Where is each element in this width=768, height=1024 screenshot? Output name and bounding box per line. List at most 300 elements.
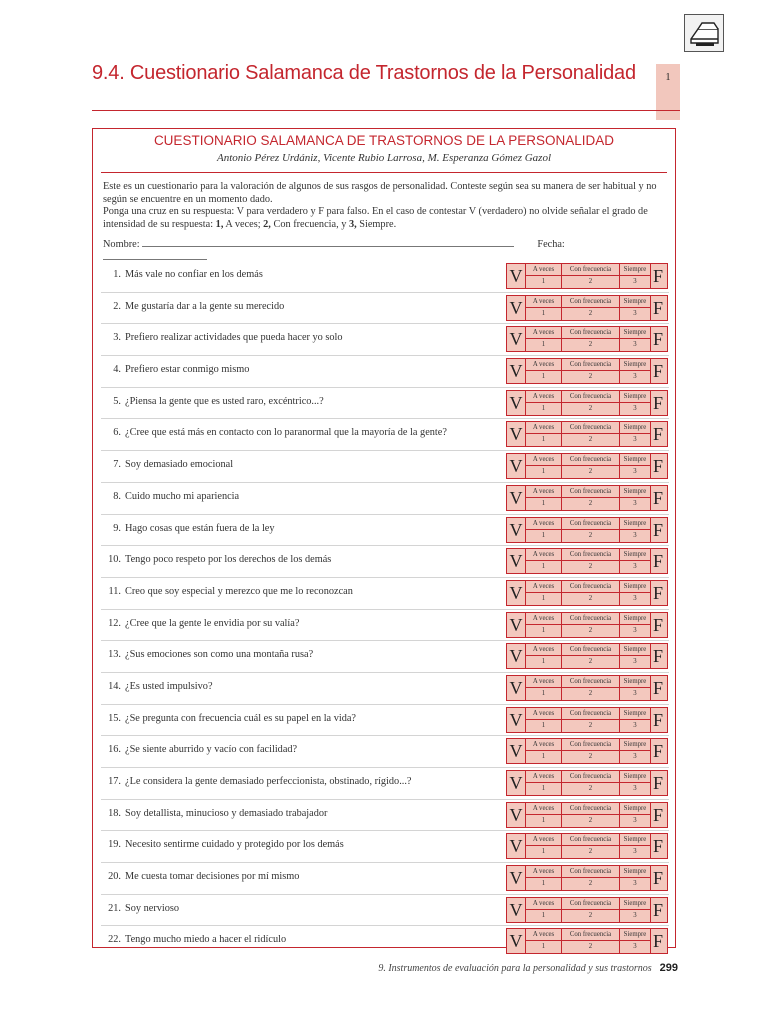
answer-box [506,802,668,828]
option-number: 3 [633,658,637,666]
answer-box [506,675,668,701]
question-label: Soy demasiado emocional [125,459,234,471]
true-option[interactable]: V [509,677,523,698]
option-number: 2 [588,436,593,444]
question-text [101,459,233,470]
question-number: 3. [113,332,121,344]
option-label: Con frecuencia [562,549,619,561]
option-siempre[interactable] [619,834,651,858]
question-number: 21. [108,902,121,914]
false-option[interactable]: F [652,519,663,540]
question-number: 10. [108,554,121,566]
true-option[interactable]: V [509,297,523,318]
option-con-frecuencia[interactable] [561,644,619,668]
true-option[interactable]: V [509,487,523,508]
question-label: Creo que soy especial y merezco que me lo reconozcan [125,585,353,597]
option-con-frecuencia[interactable] [561,454,619,478]
question-label: ¿Sus emociones son como una montaña rusa? [125,649,314,661]
option-siempre[interactable] [619,486,651,510]
option-a-veces[interactable] [525,486,561,510]
option-number: 1 [541,404,546,412]
option-label: Siempre [620,518,650,530]
scale-2: 2, [263,218,271,230]
option-con-frecuencia[interactable] [561,834,619,858]
question-row [101,641,669,673]
option-number: 2 [588,911,593,919]
option-label: Siempre [620,486,650,498]
option-number: 3 [633,563,637,571]
option-con-frecuencia[interactable] [561,518,619,542]
option-number: 1 [541,468,546,476]
question-label: Soy detallista, minucioso y demasiado trabajador [125,807,328,819]
option-label: A veces [526,581,561,593]
option-con-frecuencia[interactable] [561,422,619,446]
scale-1: 1, [215,218,224,230]
answer-box [506,421,668,447]
page-tab: 1 [656,64,680,120]
option-label: A veces [526,486,561,498]
question-text [101,269,263,280]
option-a-veces[interactable] [525,803,561,827]
question-row [101,800,669,832]
option-con-frecuencia[interactable] [561,929,619,953]
option-label: A veces [526,549,561,561]
option-number: 2 [588,563,593,571]
true-option[interactable]: V [509,899,523,920]
option-a-veces[interactable] [525,391,561,415]
option-con-frecuencia[interactable] [561,581,619,605]
false-option[interactable]: F [652,773,663,793]
option-a-veces[interactable] [525,296,561,320]
option-con-frecuencia[interactable] [561,708,619,732]
question-text [101,332,343,343]
option-label: A veces [526,613,561,625]
option-number: 3 [633,911,637,919]
question-label: Hago cosas que están fuera de la ley [125,522,275,534]
true-option[interactable]: V [509,551,523,572]
question-label: Me gustaría dar a la gente su merecido [125,300,285,312]
question-label: ¿Es usted impulsivo? [125,680,213,692]
question-label: Cuido mucho mi apariencia [125,490,240,502]
option-label: Con frecuencia [562,708,619,720]
option-siempre[interactable] [619,391,651,415]
answer-box [506,517,668,543]
option-con-frecuencia[interactable] [561,771,619,795]
option-label: Con frecuencia [562,866,619,878]
option-label: A veces [526,422,561,434]
option-siempre[interactable] [619,898,651,922]
question-number: 14. [108,680,121,692]
option-number: 2 [588,278,593,285]
option-number: 2 [588,626,593,634]
option-label: Con frecuencia [562,327,619,339]
question-row [101,483,669,515]
false-option[interactable]: F [652,297,663,318]
question-number: 16. [108,744,121,756]
option-label: A veces [526,644,561,656]
question-label: Más vale no confiar en los demás [125,269,263,280]
option-number: 1 [541,848,546,856]
false-option[interactable]: F [652,931,663,952]
option-number: 3 [633,880,637,888]
question-row [101,768,669,800]
option-con-frecuencia[interactable] [561,391,619,415]
false-option[interactable]: F [652,266,663,286]
option-label: A veces [526,866,561,878]
option-label: Siempre [620,739,650,751]
question-text [101,301,284,312]
option-label: Siempre [620,296,650,308]
instructions-line-2: Ponga una cruz en su respuesta: V para verdadero y F para falso. En el caso de contestar V (verdadero) no olvide señalar el grado de intensidad de su respuesta: [103,206,648,230]
question-row [101,736,669,768]
option-number: 3 [633,785,637,792]
option-siempre[interactable] [619,581,651,605]
option-a-veces[interactable] [525,834,561,858]
option-number: 3 [633,816,637,824]
option-label: A veces [526,898,561,910]
answer-box [506,865,668,891]
question-number: 11. [108,585,121,597]
answer-box [506,548,668,574]
option-siempre[interactable] [619,549,651,573]
option-label: A veces [526,391,561,403]
false-option[interactable]: F [652,392,663,413]
question-number: 8. [113,490,121,502]
option-label: A veces [526,518,561,530]
questionnaire-title: CUESTIONARIO SALAMANCA DE TRASTORNOS DE LA PERSONALIDAD [153,133,615,148]
option-number: 1 [541,658,546,666]
true-option[interactable]: V [509,836,523,857]
option-label: Con frecuencia [562,454,619,466]
option-label: Siempre [620,581,650,593]
option-a-veces[interactable] [525,676,561,700]
option-a-veces[interactable] [525,264,561,288]
option-number: 2 [588,880,593,888]
option-number: 3 [633,689,637,697]
option-label: Con frecuencia [562,264,619,276]
option-number: 3 [633,468,637,476]
answer-box [506,707,668,733]
question-text [101,491,239,502]
question-text [101,586,353,597]
footer-chapter: 9. Instrumentos de evaluación para la personalidad y sus trastornos [378,963,652,974]
option-a-veces[interactable] [525,549,561,573]
false-option[interactable]: F [652,868,663,889]
question-text [101,364,249,375]
print-button[interactable] [684,14,724,52]
option-label: Con frecuencia [562,834,619,846]
option-a-veces[interactable] [525,359,561,383]
option-number: 3 [633,594,637,602]
answer-box [506,390,668,416]
false-option[interactable]: F [652,551,663,572]
question-row [101,451,669,483]
option-label: A veces [526,739,561,751]
false-option[interactable]: F [652,709,663,730]
option-number: 1 [541,816,546,824]
option-number: 2 [588,658,593,666]
question-text [101,808,327,819]
true-option[interactable]: V [509,361,523,382]
option-label: Siempre [620,676,650,688]
option-number: 1 [541,563,546,571]
option-a-veces[interactable] [525,422,561,446]
option-label: Siempre [620,264,650,276]
question-text [101,427,447,438]
option-con-frecuencia[interactable] [561,359,619,383]
answer-box [506,263,668,289]
option-number: 3 [633,753,637,761]
option-label: Siempre [620,803,650,815]
option-con-frecuencia[interactable] [561,486,619,510]
question-label: Tengo mucho miedo a hacer el ridículo [125,934,287,946]
option-number: 1 [541,785,546,792]
answer-box [506,612,668,638]
option-number: 1 [541,626,546,634]
option-number: 1 [541,341,546,349]
false-option[interactable]: F [652,836,663,857]
question-number: 22. [108,934,121,946]
false-option[interactable]: F [652,677,663,698]
question-label: ¿Le considera la gente demasiado perfeccionista, obstinado, rígido...? [125,776,412,787]
option-number: 1 [541,689,546,697]
option-a-veces[interactable] [525,739,561,763]
true-option[interactable]: V [509,582,523,603]
true-option[interactable]: V [509,424,523,445]
question-text [101,396,324,407]
question-number: 12. [108,617,121,629]
true-option[interactable]: V [509,614,523,635]
instructions-line-1: Este es un cuestionario para la valoración de algunos de sus rasgos de personalidad. Conteste según sea su manera de ser habitual y no según se encuentre en un momento dado. [103,181,657,205]
option-label: Con frecuencia [562,518,619,530]
option-siempre[interactable] [619,613,651,637]
option-number: 3 [633,404,637,412]
instructions [103,181,669,231]
answer-box [506,897,668,923]
option-a-veces[interactable] [525,898,561,922]
option-number: 2 [588,689,593,697]
option-label: Siempre [620,866,650,878]
true-option[interactable]: V [509,804,523,825]
option-label: A veces [526,296,561,308]
option-siempre[interactable] [619,929,651,953]
option-number: 3 [633,499,637,507]
option-siempre[interactable] [619,739,651,763]
true-option[interactable]: V [509,456,523,477]
question-number: 15. [108,712,121,724]
question-list [101,261,669,957]
option-number: 3 [633,848,637,856]
option-number: 3 [633,626,637,634]
question-number: 4. [113,364,121,376]
question-row [101,515,669,547]
option-siempre[interactable] [619,676,651,700]
question-row [101,356,669,388]
questionnaire-frame [92,128,676,952]
option-a-veces[interactable] [525,771,561,795]
option-number: 1 [541,943,546,951]
option-label: Siempre [620,359,650,371]
page-footer [356,962,678,974]
false-option[interactable]: F [652,329,663,350]
answer-box [506,580,668,606]
option-con-frecuencia[interactable] [561,613,619,637]
question-number: 2. [113,300,121,312]
question-label: ¿Cree que la gente le envidia por su valía? [125,617,300,629]
question-text [101,681,213,692]
scale-1-text: A veces; [223,218,264,230]
option-siempre[interactable] [619,454,651,478]
false-option[interactable]: F [652,487,663,508]
question-number: 17. [108,776,121,787]
question-row [101,388,669,420]
option-siempre[interactable] [619,422,651,446]
option-label: A veces [526,708,561,720]
option-label: A veces [526,359,561,371]
option-label: A veces [526,929,561,941]
option-number: 2 [588,753,593,761]
true-option[interactable]: V [509,868,523,889]
printer-icon [688,19,722,49]
true-option[interactable]: V [509,931,523,952]
question-row [101,419,669,451]
false-option[interactable]: F [652,804,663,825]
question-label: Soy nervioso [125,902,180,914]
true-option[interactable]: V [509,773,523,793]
false-option[interactable]: F [652,899,663,920]
option-a-veces[interactable] [525,327,561,351]
option-label: Con frecuencia [562,803,619,815]
option-label: Con frecuencia [562,613,619,625]
question-text [101,871,299,882]
false-option[interactable]: F [652,646,663,667]
scale-3: 3, [348,218,357,230]
question-row [101,546,669,578]
option-number: 3 [633,943,637,951]
option-a-veces[interactable] [525,644,561,668]
question-text [101,839,344,850]
option-a-veces[interactable] [525,866,561,890]
answer-box [506,485,668,511]
option-con-frecuencia[interactable] [561,898,619,922]
option-number: 2 [588,531,593,539]
false-option[interactable]: F [652,456,663,477]
option-number: 3 [633,436,637,444]
option-number: 2 [588,373,593,381]
option-a-veces[interactable] [525,581,561,605]
question-number: 19. [108,839,121,851]
option-number: 2 [588,499,593,507]
true-option[interactable]: V [509,266,523,286]
option-label: Con frecuencia [562,296,619,308]
option-number: 2 [588,848,593,856]
option-label: Siempre [620,644,650,656]
option-a-veces[interactable] [525,454,561,478]
date-field[interactable] [103,250,207,260]
option-number: 1 [541,531,546,539]
option-siempre[interactable] [619,518,651,542]
option-a-veces[interactable] [525,613,561,637]
option-siempre[interactable] [619,803,651,827]
option-number: 3 [633,721,637,729]
true-option[interactable]: V [509,709,523,730]
question-row [101,293,669,325]
option-label: Con frecuencia [562,676,619,688]
false-option[interactable]: F [652,614,663,635]
option-siempre[interactable] [619,708,651,732]
name-field[interactable] [142,237,514,247]
option-siempre[interactable] [619,771,651,795]
true-option[interactable]: V [509,519,523,540]
option-number: 2 [588,721,593,729]
false-option[interactable]: F [652,741,663,762]
question-label: ¿Piensa la gente que es usted raro, excéntrico...? [125,395,324,407]
option-a-veces[interactable] [525,708,561,732]
question-label: Necesito sentirme cuidado y protegido por los demás [125,839,344,851]
true-option[interactable]: V [509,646,523,667]
option-con-frecuencia[interactable] [561,296,619,320]
option-label: Siempre [620,834,650,846]
option-siempre[interactable] [619,644,651,668]
option-label: A veces [526,454,561,466]
option-label: Siempre [620,898,650,910]
answer-box [506,770,668,796]
question-label: Prefiero realizar actividades que pueda hacer yo solo [125,332,343,344]
option-con-frecuencia[interactable] [561,676,619,700]
option-siempre[interactable] [619,327,651,351]
option-con-frecuencia[interactable] [561,866,619,890]
true-option[interactable]: V [509,741,523,762]
option-con-frecuencia[interactable] [561,803,619,827]
option-con-frecuencia[interactable] [561,739,619,763]
option-label: Siempre [620,549,650,561]
true-option[interactable]: V [509,329,523,350]
true-option[interactable]: V [509,392,523,413]
false-option[interactable]: F [652,582,663,603]
option-a-veces[interactable] [525,929,561,953]
divider [101,172,667,173]
option-label: A veces [526,834,561,846]
option-a-veces[interactable] [525,518,561,542]
option-label: A veces [526,676,561,688]
option-siempre[interactable] [619,296,651,320]
option-siempre[interactable] [619,264,651,288]
false-option[interactable]: F [652,361,663,382]
option-con-frecuencia[interactable] [561,327,619,351]
option-label: Con frecuencia [562,739,619,751]
option-label: Con frecuencia [562,581,619,593]
question-number: 13. [108,649,121,661]
option-number: 2 [588,468,593,476]
question-row [101,926,669,957]
option-siempre[interactable] [619,359,651,383]
question-row [101,673,669,705]
title-rule [92,110,680,111]
option-siempre[interactable] [619,866,651,890]
question-text [101,776,412,787]
false-option[interactable]: F [652,424,663,445]
question-label: ¿Se pregunta con frecuencia cuál es su papel en la vida? [125,712,356,724]
option-number: 2 [588,404,593,412]
question-text [101,618,299,629]
option-label: Siempre [620,391,650,403]
question-label: ¿Se siente aburrido y vacío con facilidad? [125,744,298,756]
option-label: Con frecuencia [562,929,619,941]
option-number: 2 [588,341,593,349]
option-con-frecuencia[interactable] [561,549,619,573]
option-label: Siempre [620,771,650,783]
option-con-frecuencia[interactable] [561,264,619,288]
